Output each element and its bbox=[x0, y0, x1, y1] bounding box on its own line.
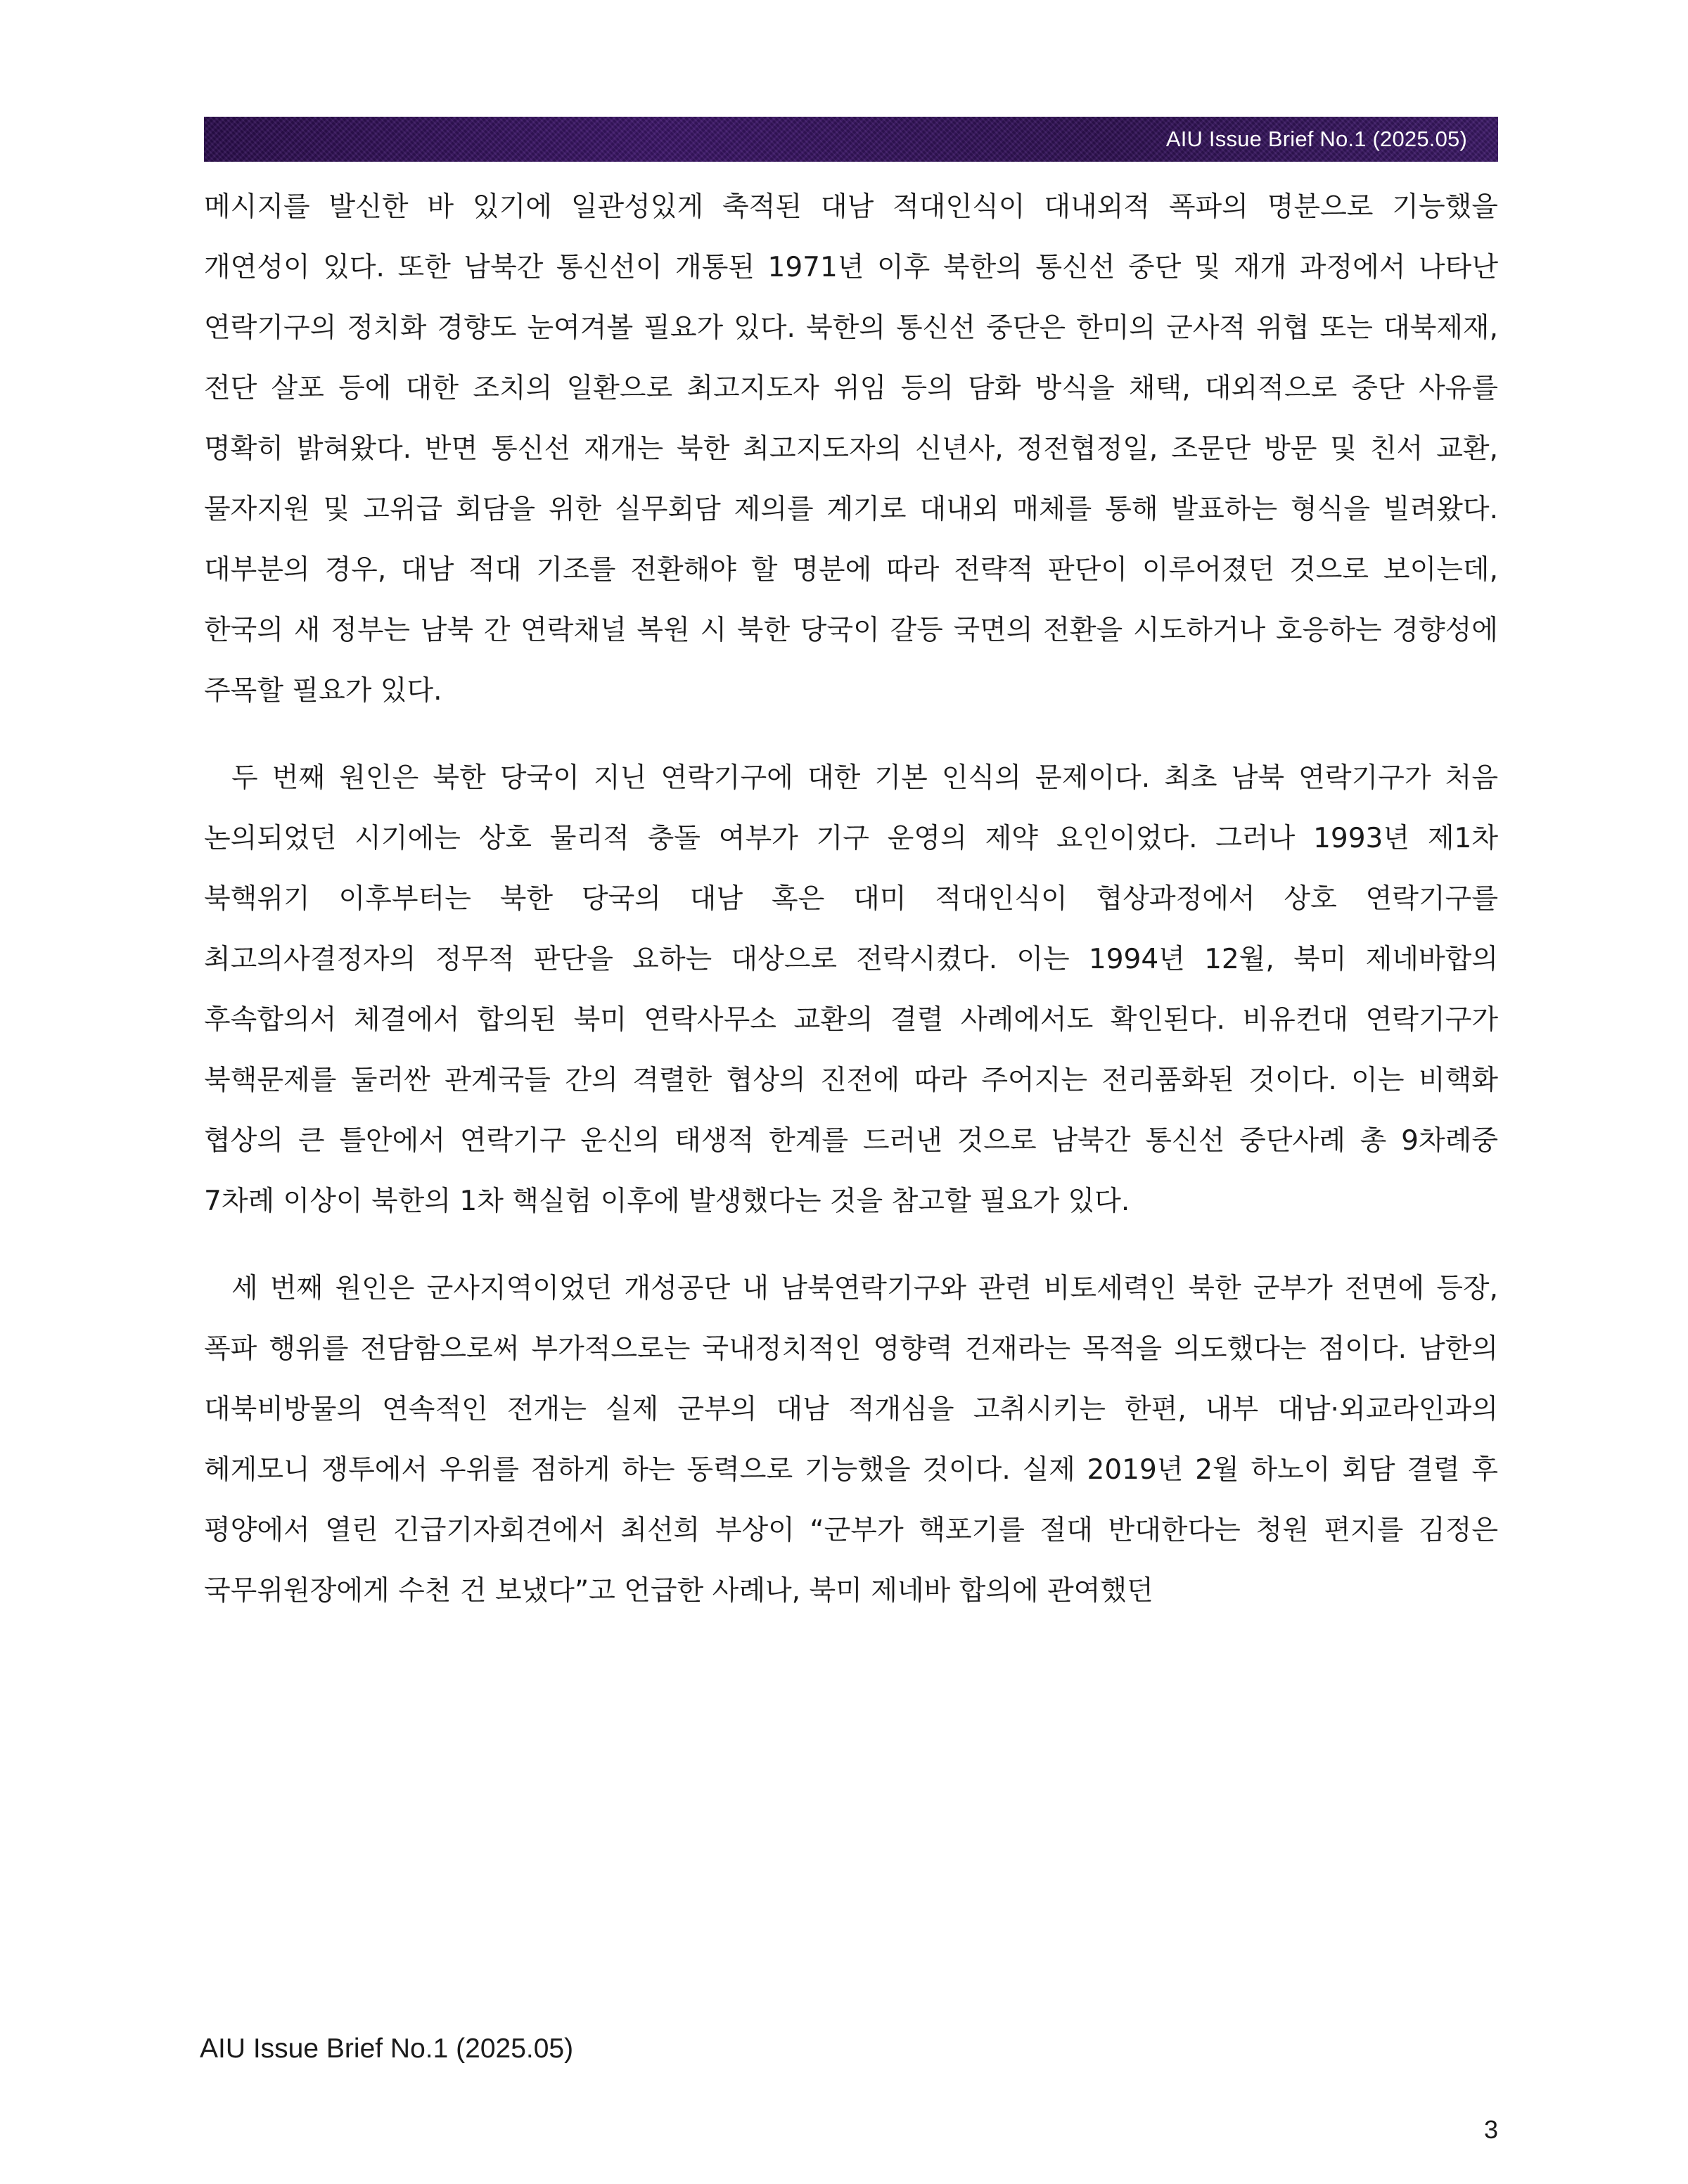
document-body bbox=[204, 177, 1498, 1621]
header-title: AIU Issue Brief No.1 (2025.05) bbox=[1165, 127, 1467, 151]
header-banner bbox=[204, 117, 1498, 162]
body-paragraph: 두 번째 원인은 북한 당국이 지닌 연락기구에 대한 기본 인식의 문제이다. 최초 남북 연락기구가 처음 논의되었던 시기에는 상호 물리적 충돌 여부가 기구 운영의 제약 요인이었다. 그러나 1993년 제1차 북핵위기 이후부터는 북한 당국의 대남 혹은 대미 적대인식이 협상과정에서 상호 연락기구를 최고의사결정자의 정무적 판단을 요하는 대상으로 전락시켰다. 이는 1994년 12월, 북미 제네바합의 후속합의서 체결에서 합의된 북미 연락사무소 교환의 결렬 사례에서도 확인된다. 비유컨대 연락기구가 북핵문제를 둘러싼 관계국들 간의 격렬한 협상의 진전에 따라 주어지는 전리품화된 것이다. 이는 비핵화 협상의 큰 틀안에서 연락기구 운신의 태생적 한계를 드러낸 것으로 남북간 통신선 중단사례 총 9차례중 7차례 이상이 북한의 1차 핵실험 이후에 발생했다는 것을 참고할 필요가 있다. bbox=[204, 762, 1498, 1217]
page-number: 3 bbox=[1483, 2115, 1498, 2144]
footer-label: AIU Issue Brief No.1 (2025.05) bbox=[200, 2034, 574, 2064]
body-paragraph: 세 번째 원인은 군사지역이었던 개성공단 내 남북연락기구와 관련 비토세력인 북한 군부가 전면에 등장, 폭파 행위를 전담함으로써 부가적으로는 국내정치적인 영향력 건재라는 목적을 의도했다는 점이다. 남한의 대북비방물의 연속적인 전개는 실제 군부의 대남 적개심을 고취시키는 한편, 내부 대남·외교라인과의 헤게모니 쟁투에서 우위를 점하게 하는 동력으로 기능했을 것이다. 실제 2019년 2월 하노이 회담 결렬 후 평양에서 열린 긴급기자회견에서 최선희 부상이 “군부가 핵포기를 절대 반대한다는 청원 편지를 김정은 국무위원장에게 수천 건 보냈다”고 언급한 사례나, 북미 제네바 합의에 관여했던 bbox=[204, 1273, 1498, 1607]
body-paragraph: 메시지를 발신한 바 있기에 일관성있게 축적된 대남 적대인식이 대내외적 폭파의 명분으로 기능했을 개연성이 있다. 또한 남북간 통신선이 개통된 1971년 이후 북한의 통신선 중단 및 재개 과정에서 나타난 연락기구의 정치화 경향도 눈여겨볼 필요가 있다. 북한의 통신선 중단은 한미의 군사적 위협 또는 대북제재, 전단 살포 등에 대한 조치의 일환으로 최고지도자 위임 등의 담화 방식을 채택, 대외적으로 중단 사유를 명확히 밝혀왔다. 반면 통신선 재개는 북한 최고지도자의 신년사, 정전협정일, 조문단 방문 및 친서 교환, 물자지원 및 고위급 회담을 위한 실무회담 제의를 계기로 대내외 매체를 통해 발표하는 형식을 빌려왔다. 대부분의 경우, 대남 적대 기조를 전환해야 할 명분에 따라 전략적 판단이 이루어졌던 것으로 보이는데, 한국의 새 정부는 남북 간 연락채널 복원 시 북한 당국이 갈등 국면의 전환을 시도하거나 호응하는 경향성에 주목할 필요가 있다. bbox=[204, 191, 1498, 707]
